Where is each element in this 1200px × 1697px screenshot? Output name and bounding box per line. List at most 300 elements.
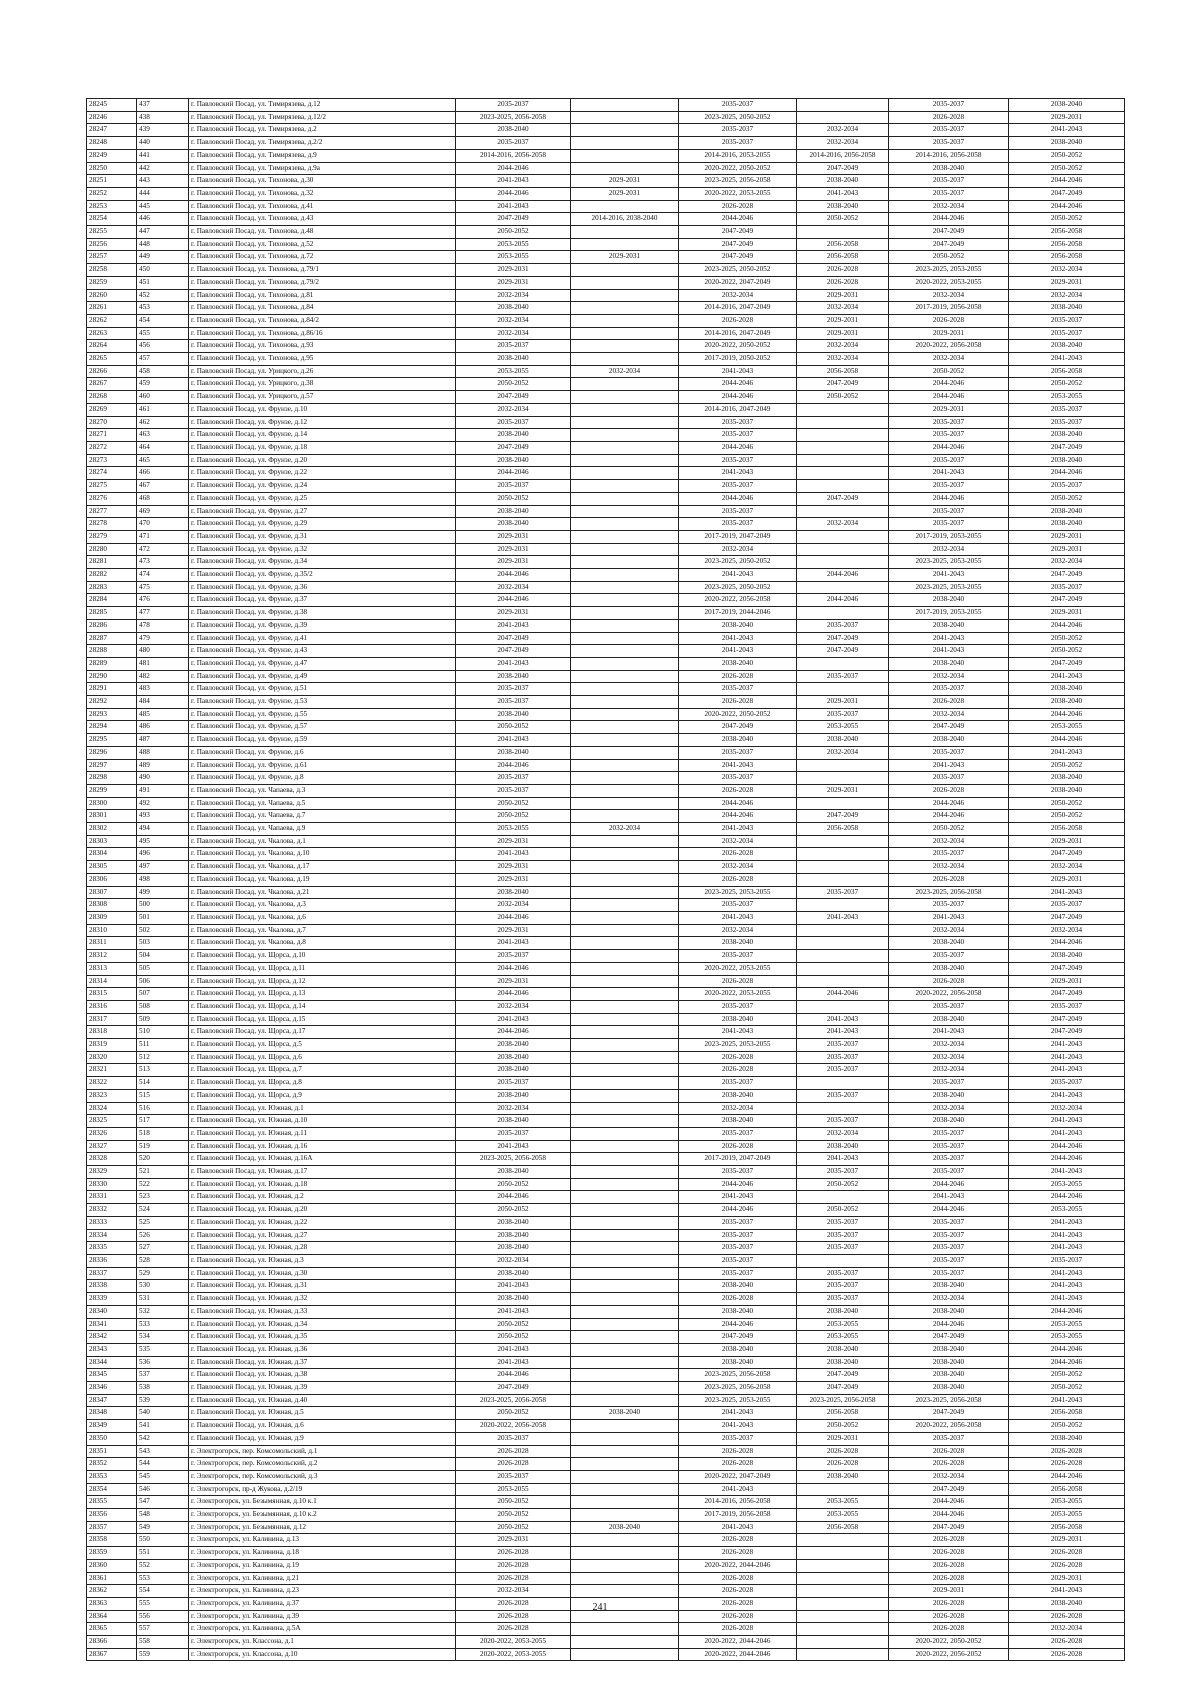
table-cell: 2047-2049 — [1009, 1013, 1125, 1026]
table-cell: 2035-2037 — [679, 137, 797, 150]
table-cell: 2041-2043 — [1009, 1394, 1125, 1407]
table-cell: 2029-2031 — [571, 187, 679, 200]
table-cell: 2047-2049 — [889, 1331, 1009, 1344]
table-cell: 2029-2031 — [456, 861, 571, 874]
table-cell: 2032-2034 — [679, 543, 797, 556]
table-cell: 2023-2025, 2056-2058 — [797, 1394, 889, 1407]
table-cell: г. Павловский Посад, ул. Фрунзе, д.10 — [189, 403, 456, 416]
table-cell: 2032-2034 — [1009, 924, 1125, 937]
table-cell: 28346 — [87, 1382, 137, 1395]
table-cell: 2041-2043 — [1009, 1166, 1125, 1179]
table-cell: 2053-2055 — [456, 1483, 571, 1496]
table-cell: 2035-2037 — [679, 429, 797, 442]
table-cell: 2023-2025, 2050-2052 — [679, 111, 797, 124]
table-cell: 2035-2037 — [889, 746, 1009, 759]
table-row — [87, 1547, 1125, 1560]
table-cell — [571, 1229, 679, 1242]
table-row — [87, 441, 1125, 454]
table-cell: 551 — [137, 1547, 189, 1560]
table-cell: 28356 — [87, 1509, 137, 1522]
table-cell: 2047-2049 — [1009, 912, 1125, 925]
table-cell: 2029-2031 — [889, 327, 1009, 340]
table-row — [87, 1496, 1125, 1509]
table-cell: 450 — [137, 264, 189, 277]
table-cell: 2053-2055 — [1009, 1496, 1125, 1509]
table-cell: 2044-2046 — [679, 378, 797, 391]
table-cell: 455 — [137, 327, 189, 340]
table-cell: 28343 — [87, 1343, 137, 1356]
table-cell: 2035-2037 — [679, 416, 797, 429]
table-cell: 2017-2019, 2053-2055 — [889, 607, 1009, 620]
table-cell: 2056-2058 — [797, 823, 889, 836]
table-cell: 28279 — [87, 530, 137, 543]
table-cell: 2050-2052 — [1009, 149, 1125, 162]
table-cell: 2029-2031 — [456, 873, 571, 886]
table-cell — [571, 1534, 679, 1547]
table-cell: 521 — [137, 1166, 189, 1179]
table-cell — [797, 899, 889, 912]
table-cell: г. Павловский Посад, ул. Тимирязева, д.9 — [189, 149, 456, 162]
table-cell: 2032-2034 — [1009, 861, 1125, 874]
table-cell: 2032-2034 — [456, 1585, 571, 1598]
table-cell — [571, 340, 679, 353]
table-cell: 2032-2034 — [456, 403, 571, 416]
table-cell: 2035-2037 — [456, 772, 571, 785]
table-cell — [797, 657, 889, 670]
table-cell: 2050-2052 — [456, 1204, 571, 1217]
table-cell: 2014-2016, 2047-2049 — [679, 327, 797, 340]
table-cell: 2038-2040 — [679, 1305, 797, 1318]
table-cell: 2023-2025, 2053-2055 — [679, 1394, 797, 1407]
table-cell: 2035-2037 — [679, 1127, 797, 1140]
table-cell — [797, 924, 889, 937]
table-cell — [571, 1191, 679, 1204]
table-cell: г. Павловский Посад, ул. Южная, д.34 — [189, 1318, 456, 1331]
table-cell — [571, 784, 679, 797]
table-cell: 476 — [137, 594, 189, 607]
table-row — [87, 1432, 1125, 1445]
table-cell: 2026-2028 — [456, 1458, 571, 1471]
table-cell — [571, 1432, 679, 1445]
table-cell: 2035-2037 — [456, 784, 571, 797]
table-cell: 2035-2037 — [1009, 416, 1125, 429]
table-row — [87, 1153, 1125, 1166]
table-cell: г. Павловский Посад, ул. Урицкого, д.38 — [189, 378, 456, 391]
schedule-table — [86, 98, 1125, 1661]
table-cell: 452 — [137, 289, 189, 302]
table-cell: г. Павловский Посад, ул. Тихонова, д.30 — [189, 175, 456, 188]
table-row — [87, 708, 1125, 721]
table-cell: 2017-2019, 2056-2058 — [679, 1509, 797, 1522]
table-cell: 2044-2046 — [1009, 937, 1125, 950]
table-cell: 2035-2037 — [456, 99, 571, 112]
table-body — [87, 99, 1125, 1661]
table-cell: 2035-2037 — [797, 1267, 889, 1280]
table-cell: 2035-2037 — [889, 480, 1009, 493]
table-cell: 484 — [137, 696, 189, 709]
table-cell: 2032-2034 — [679, 924, 797, 937]
table-cell: г. Павловский Посад, ул. Урицкого, д.26 — [189, 365, 456, 378]
table-cell: 28296 — [87, 746, 137, 759]
table-cell: г. Павловский Посад, ул. Тихонова, д.41 — [189, 200, 456, 213]
table-cell: 2044-2046 — [456, 569, 571, 582]
table-cell: 28269 — [87, 403, 137, 416]
table-cell: 442 — [137, 162, 189, 175]
table-cell: 2020-2022, 2056-2052 — [889, 1648, 1009, 1661]
table-cell: 2047-2049 — [1009, 657, 1125, 670]
table-cell: 553 — [137, 1572, 189, 1585]
table-cell: 523 — [137, 1191, 189, 1204]
table-cell — [571, 746, 679, 759]
table-cell: 28317 — [87, 1013, 137, 1026]
table-cell: 2035-2037 — [889, 1267, 1009, 1280]
table-cell: г. Павловский Посад, ул. Фрунзе, д.53 — [189, 696, 456, 709]
table-cell: 2023-2025, 2053-2055 — [889, 264, 1009, 277]
table-cell: 472 — [137, 543, 189, 556]
table-cell: 2035-2037 — [679, 1432, 797, 1445]
table-cell: 28342 — [87, 1331, 137, 1344]
table-cell: 2041-2043 — [1009, 1039, 1125, 1052]
table-cell: 462 — [137, 416, 189, 429]
table-cell: 2020-2022, 2050-2052 — [679, 708, 797, 721]
table-cell: 2032-2034 — [889, 353, 1009, 366]
table-cell: 2035-2037 — [889, 1216, 1009, 1229]
table-cell: 2026-2028 — [889, 1458, 1009, 1471]
table-cell: 2026-2028 — [1009, 1636, 1125, 1649]
table-cell: 2041-2043 — [797, 1153, 889, 1166]
table-cell: 2047-2049 — [456, 645, 571, 658]
table-cell — [571, 772, 679, 785]
table-cell: 2035-2037 — [889, 1153, 1009, 1166]
table-row — [87, 340, 1125, 353]
table-row — [87, 251, 1125, 264]
table-cell: 2029-2031 — [456, 276, 571, 289]
table-cell: 2026-2028 — [797, 1445, 889, 1458]
table-cell: г. Павловский Посад, ул. Южная, д.40 — [189, 1394, 456, 1407]
table-cell: 2032-2034 — [456, 581, 571, 594]
table-cell: 2044-2046 — [889, 441, 1009, 454]
table-cell: 2038-2040 — [456, 353, 571, 366]
table-cell: 520 — [137, 1153, 189, 1166]
table-cell: 487 — [137, 734, 189, 747]
table-cell: 2047-2049 — [889, 1521, 1009, 1534]
table-cell: 2047-2049 — [1009, 962, 1125, 975]
table-row — [87, 1039, 1125, 1052]
table-cell: 28353 — [87, 1470, 137, 1483]
table-row — [87, 1445, 1125, 1458]
table-cell: 2035-2037 — [679, 1077, 797, 1090]
table-cell: 2038-2040 — [679, 619, 797, 632]
table-cell: 2041-2043 — [456, 734, 571, 747]
table-cell: 517 — [137, 1115, 189, 1128]
table-cell: 28362 — [87, 1585, 137, 1598]
table-cell: 2038-2040 — [797, 175, 889, 188]
table-cell: 2026-2028 — [889, 1445, 1009, 1458]
table-cell: 28283 — [87, 581, 137, 594]
table-cell — [571, 708, 679, 721]
table-cell — [797, 1648, 889, 1661]
table-cell — [797, 111, 889, 124]
table-cell: г. Павловский Посад, ул. Южная, д.32 — [189, 1293, 456, 1306]
table-cell: 28252 — [87, 187, 137, 200]
table-cell: 2026-2028 — [889, 1610, 1009, 1623]
table-cell: 2032-2034 — [797, 340, 889, 353]
table-cell: 2041-2043 — [679, 632, 797, 645]
table-cell: 2020-2022, 2050-2052 — [679, 162, 797, 175]
table-cell: 2035-2037 — [1009, 403, 1125, 416]
table-cell: 2035-2037 — [456, 137, 571, 150]
table-cell — [571, 416, 679, 429]
table-row — [87, 772, 1125, 785]
table-cell: 548 — [137, 1509, 189, 1522]
table-cell: 2038-2040 — [571, 1407, 679, 1420]
table-cell: 28328 — [87, 1153, 137, 1166]
table-cell: 485 — [137, 708, 189, 721]
table-cell: 2038-2040 — [797, 1356, 889, 1369]
table-cell — [571, 314, 679, 327]
table-cell: 2020-2022, 2053-2055 — [889, 276, 1009, 289]
table-cell: г. Павловский Посад, ул. Южная, д.10 — [189, 1115, 456, 1128]
table-cell: 28367 — [87, 1648, 137, 1661]
table-cell: 2044-2046 — [889, 391, 1009, 404]
table-cell: 2026-2028 — [889, 873, 1009, 886]
table-cell: г. Павловский Посад, ул. Щорса, д.8 — [189, 1077, 456, 1090]
table-cell: 28360 — [87, 1559, 137, 1572]
table-row — [87, 162, 1125, 175]
table-cell: 2038-2040 — [456, 429, 571, 442]
table-cell: 2029-2031 — [1009, 276, 1125, 289]
table-cell: г. Павловский Посад, ул. Фрунзе, д.61 — [189, 759, 456, 772]
table-cell: 2041-2043 — [679, 912, 797, 925]
table-cell: 2023-2025, 2056-2058 — [679, 1369, 797, 1382]
table-cell: 28315 — [87, 988, 137, 1001]
table-cell: 2044-2046 — [1009, 1305, 1125, 1318]
table-cell: 2053-2055 — [797, 1331, 889, 1344]
table-cell: 2029-2031 — [571, 251, 679, 264]
table-cell: 2026-2028 — [1009, 1559, 1125, 1572]
table-cell: 2035-2037 — [889, 683, 1009, 696]
table-cell: 471 — [137, 530, 189, 543]
table-row — [87, 670, 1125, 683]
table-cell: 2038-2040 — [797, 1305, 889, 1318]
table-cell — [571, 264, 679, 277]
table-cell: г. Электрогорск, ул. Калинина, д.21 — [189, 1572, 456, 1585]
table-cell: 2026-2028 — [679, 873, 797, 886]
table-cell: 28302 — [87, 823, 137, 836]
table-cell: 2032-2034 — [889, 1064, 1009, 1077]
table-row — [87, 480, 1125, 493]
table-cell — [571, 1559, 679, 1572]
table-cell — [571, 619, 679, 632]
table-cell: 2041-2043 — [679, 823, 797, 836]
table-cell: г. Павловский Посад, ул. Урицкого, д.57 — [189, 391, 456, 404]
table-cell: 2041-2043 — [456, 937, 571, 950]
table-cell: 2026-2028 — [1009, 1547, 1125, 1560]
table-row — [87, 1470, 1125, 1483]
table-cell — [571, 162, 679, 175]
table-cell: 2035-2037 — [797, 1242, 889, 1255]
table-row — [87, 1483, 1125, 1496]
table-cell: 2047-2049 — [797, 1382, 889, 1395]
table-cell: 2038-2040 — [889, 162, 1009, 175]
table-row — [87, 1051, 1125, 1064]
table-cell: 2041-2043 — [679, 365, 797, 378]
table-cell: 2032-2034 — [797, 518, 889, 531]
table-cell: 2014-2016, 2053-2055 — [679, 149, 797, 162]
table-cell: 2032-2034 — [456, 1000, 571, 1013]
table-cell: 2035-2037 — [1009, 899, 1125, 912]
table-row — [87, 861, 1125, 874]
table-cell: 2038-2040 — [1009, 99, 1125, 112]
table-cell — [571, 1382, 679, 1395]
table-cell: 467 — [137, 480, 189, 493]
table-row — [87, 1521, 1125, 1534]
table-cell: г. Павловский Посад, ул. Южная, д.28 — [189, 1242, 456, 1255]
table-cell — [797, 937, 889, 950]
table-cell: 495 — [137, 835, 189, 848]
table-cell: 2026-2028 — [679, 1597, 797, 1610]
table-cell: 511 — [137, 1039, 189, 1052]
table-cell: 2044-2046 — [1009, 1356, 1125, 1369]
table-cell — [797, 441, 889, 454]
table-cell: 28262 — [87, 314, 137, 327]
table-row — [87, 1293, 1125, 1306]
table-cell: 464 — [137, 441, 189, 454]
table-cell: 2035-2037 — [679, 1000, 797, 1013]
table-cell: 2035-2037 — [679, 1216, 797, 1229]
table-cell: 28248 — [87, 137, 137, 150]
table-cell: 2053-2055 — [1009, 721, 1125, 734]
table-cell: 2047-2049 — [797, 632, 889, 645]
table-cell — [571, 924, 679, 937]
table-cell: 498 — [137, 873, 189, 886]
table-cell: 2020-2022, 2053-2055 — [679, 962, 797, 975]
table-cell — [797, 950, 889, 963]
table-row — [87, 1127, 1125, 1140]
table-cell: 2044-2046 — [889, 1496, 1009, 1509]
table-row — [87, 988, 1125, 1001]
table-cell: 2035-2037 — [1009, 314, 1125, 327]
table-cell: 28285 — [87, 607, 137, 620]
table-row — [87, 556, 1125, 569]
table-cell: 2032-2034 — [889, 543, 1009, 556]
table-row — [87, 1356, 1125, 1369]
table-cell: 493 — [137, 810, 189, 823]
table-cell: 2026-2028 — [679, 1293, 797, 1306]
table-cell: 2035-2037 — [889, 1254, 1009, 1267]
table-cell: 2026-2028 — [456, 1559, 571, 1572]
table-cell: 2026-2028 — [456, 1547, 571, 1560]
table-cell: г. Павловский Посад, ул. Южная, д.20 — [189, 1204, 456, 1217]
table-cell: 28265 — [87, 353, 137, 366]
table-cell — [571, 1343, 679, 1356]
table-row — [87, 1089, 1125, 1102]
table-cell: 2035-2037 — [1009, 1077, 1125, 1090]
table-cell: г. Павловский Посад, ул. Щорса, д.14 — [189, 1000, 456, 1013]
table-cell: 518 — [137, 1127, 189, 1140]
table-cell — [797, 1559, 889, 1572]
table-cell — [571, 581, 679, 594]
table-cell: 2041-2043 — [797, 1013, 889, 1026]
table-cell: 489 — [137, 759, 189, 772]
table-row — [87, 1559, 1125, 1572]
table-cell: 2035-2037 — [456, 480, 571, 493]
table-cell — [571, 480, 679, 493]
table-cell: г. Павловский Посад, ул. Чкалова, д.8 — [189, 937, 456, 950]
table-cell: 28272 — [87, 441, 137, 454]
table-cell — [571, 391, 679, 404]
table-cell: 28347 — [87, 1394, 137, 1407]
table-cell: 2041-2043 — [456, 1356, 571, 1369]
table-cell: 2041-2043 — [1009, 1127, 1125, 1140]
table-cell: 2047-2049 — [889, 226, 1009, 239]
table-cell: 2053-2055 — [1009, 1509, 1125, 1522]
table-cell: 28351 — [87, 1445, 137, 1458]
table-cell — [571, 873, 679, 886]
table-cell: 2038-2040 — [679, 1280, 797, 1293]
table-row — [87, 1013, 1125, 1026]
table-cell: 2038-2040 — [797, 1140, 889, 1153]
table-cell: г. Павловский Посад, ул. Щорса, д.15 — [189, 1013, 456, 1026]
table-cell — [797, 1102, 889, 1115]
table-cell: 2035-2037 — [679, 1229, 797, 1242]
table-cell: г. Павловский Посад, ул. Щорса, д.11 — [189, 962, 456, 975]
table-cell: 522 — [137, 1178, 189, 1191]
table-cell: 2041-2043 — [1009, 1229, 1125, 1242]
table-cell: 2038-2040 — [456, 518, 571, 531]
table-cell: 2035-2037 — [679, 480, 797, 493]
table-cell: г. Павловский Посад, ул. Фрунзе, д.24 — [189, 480, 456, 493]
table-cell: г. Павловский Посад, ул. Тихонова, д.84/2 — [189, 314, 456, 327]
table-row — [87, 289, 1125, 302]
table-row — [87, 746, 1125, 759]
table-cell: 2050-2052 — [456, 1521, 571, 1534]
table-cell: 541 — [137, 1420, 189, 1433]
table-cell: 2035-2037 — [679, 899, 797, 912]
table-cell — [797, 1077, 889, 1090]
table-cell: 2017-2019, 2047-2049 — [679, 1153, 797, 1166]
table-cell: 2050-2052 — [797, 1420, 889, 1433]
table-cell: 460 — [137, 391, 189, 404]
table-row — [87, 226, 1125, 239]
table-cell: 2029-2031 — [1009, 1534, 1125, 1547]
table-cell: 2044-2046 — [1009, 619, 1125, 632]
table-cell — [797, 1547, 889, 1560]
table-cell — [797, 975, 889, 988]
table-cell — [571, 988, 679, 1001]
table-cell: 526 — [137, 1229, 189, 1242]
table-row — [87, 149, 1125, 162]
table-cell: 2041-2043 — [1009, 1216, 1125, 1229]
table-cell: 2050-2052 — [889, 823, 1009, 836]
table-cell: 2014-2016, 2047-2049 — [679, 403, 797, 416]
table-cell: 28345 — [87, 1369, 137, 1382]
table-cell: 2044-2046 — [1009, 1470, 1125, 1483]
table-cell: 515 — [137, 1089, 189, 1102]
table-cell: 28338 — [87, 1280, 137, 1293]
table-cell: 28312 — [87, 950, 137, 963]
table-cell: 2032-2034 — [797, 746, 889, 759]
table-cell: г. Павловский Посад, ул. Южная, д.37 — [189, 1356, 456, 1369]
table-cell: 2041-2043 — [889, 1026, 1009, 1039]
table-cell: 508 — [137, 1000, 189, 1013]
table-cell: 28297 — [87, 759, 137, 772]
table-cell: 535 — [137, 1343, 189, 1356]
table-cell: г. Павловский Посад, ул. Фрунзе, д.59 — [189, 734, 456, 747]
table-cell: 2044-2046 — [889, 1204, 1009, 1217]
table-cell: 537 — [137, 1369, 189, 1382]
table-cell — [571, 1026, 679, 1039]
